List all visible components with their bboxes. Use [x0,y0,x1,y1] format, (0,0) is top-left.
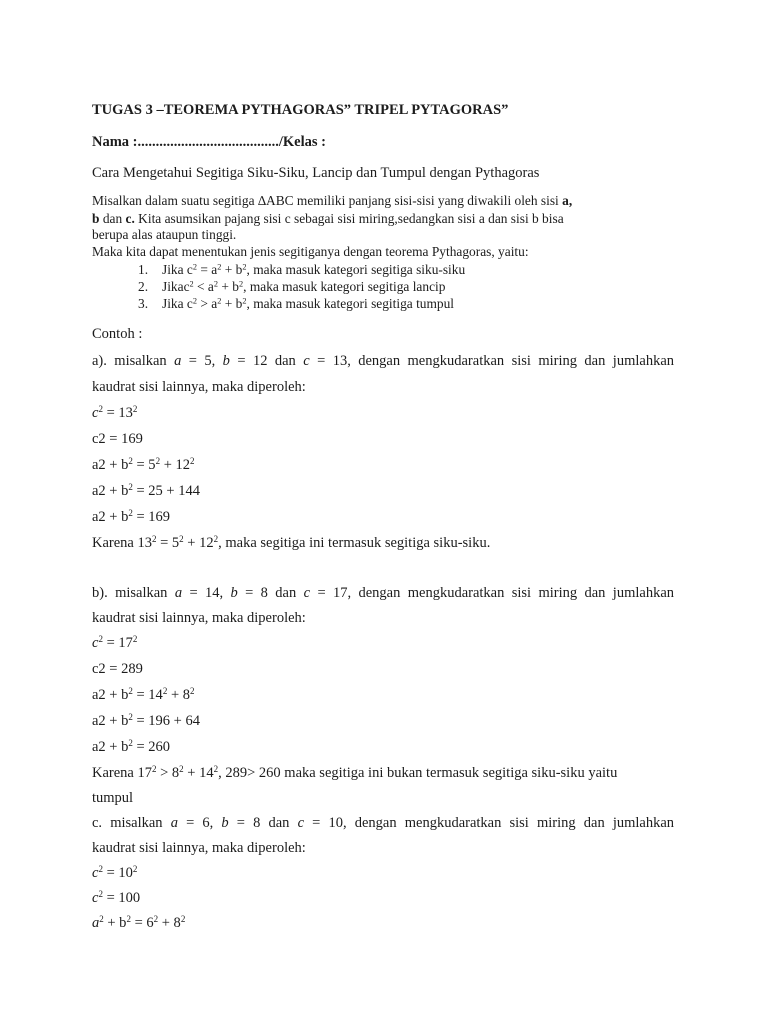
rule-item: 2. Jikac$^2$ < $a^2 + b^2$, maka masuk kategori segitiga lancip [138,279,446,294]
page-title: TUGAS 3 –TEOREMA PYTHAGORAS” TRIPEL PYTAGORAS” [92,102,509,118]
example-a-step1: $c^2 = 13^2$ [92,404,138,421]
rule-item: 3. Jika $c^2 > a^2 + b^2$, maka masuk kategori segitiga tumpul [138,296,455,311]
example-c-step3: $a^2 + b^2 = 6^2 + 8^2$ [92,914,186,931]
intro-line-3: berupa alas ataupun tinggi. [92,227,237,242]
example-c-intro: c. misalkan a = 6, b = 8 dan c = 10, dengan mengkudaratkan sisi miring dan jumlahkan [92,815,675,831]
example-b-conclusion: Karena $17^2 > 8^2 + 14^2$, 289> 260 maka segitiga ini bukan termasuk segitiga siku-siku yaitu [92,764,618,781]
example-a-line2: kaudrat sisi lainnya, maka diperoleh: [92,379,306,395]
example-b-line2: kaudrat sisi lainnya, maka diperoleh: [92,610,306,626]
example-b-conclusion-2: tumpul [92,790,134,806]
example-b-step5: $a2 + b^2 = 260$ [92,738,171,755]
example-c-step1: $c^2 = 10^2$ [92,864,138,881]
example-b-step1: $c^2 = 17^2$ [92,634,138,651]
example-a-step3: $a2 + b^2 = 5^2 + 12^2$ [92,456,195,473]
example-b-step4: $a2 + b^2 = 196 + 64$ [92,712,200,729]
example-a-intro: a). misalkan a = 5, b = 12 dan c = 13, dengan mengkudaratkan sisi miring dan jumlahkan [92,353,674,369]
example-b-intro: b). misalkan a = 14, b = 8 dan c = 17, dengan mengkudaratkan sisi miring dan jumlahkan [92,585,675,601]
example-a-conclusion: Karena $13^2 = 5^2 + 12^2$, maka segitiga ini termasuk segitiga siku-siku. [92,534,491,551]
example-a-step4: $a2 + b^2 = 25 + 144$ [92,482,200,499]
example-b-step2: c2 = 289 [92,661,143,677]
example-c-step2: $c^2 = 100$ [92,889,141,906]
rules-list [138,261,465,312]
example-c-line2: kaudrat sisi lainnya, maka diperoleh: [92,840,306,856]
example-a-step5: $a2 + b^2 = 169$ [92,508,171,525]
rule-item: 1. Jika $c^2 = a^2 + b^2$, maka masuk kategori segitiga siku-siku [138,262,466,277]
intro-line-4: Maka kita dapat menentukan jenis segitiganya dengan teorema Pythagoras, yaitu: [92,244,529,259]
contoh-label: Contoh : [92,326,143,342]
subtitle: Cara Mengetahui Segitiga Siku-Siku, Lancip dan Tumpul dengan Pythagoras [92,165,540,181]
name-class-line: Nama :......................................./Kelas : [92,134,326,150]
example-a-step2: c2 = 169 [92,431,143,447]
example-b-step3: $a2 + b^2 = 14^2 + 8^2$ [92,686,195,703]
intro-line-1: Misalkan dalam suatu segitiga ∆ABC memiliki panjang sisi-sisi yang diwakili oleh sisi a, [92,193,573,208]
intro-line-2: b dan c. Kita asumsikan pajang sisi c sebagai sisi miring,sedangkan sisi a dan sisi b bisa [92,211,564,226]
